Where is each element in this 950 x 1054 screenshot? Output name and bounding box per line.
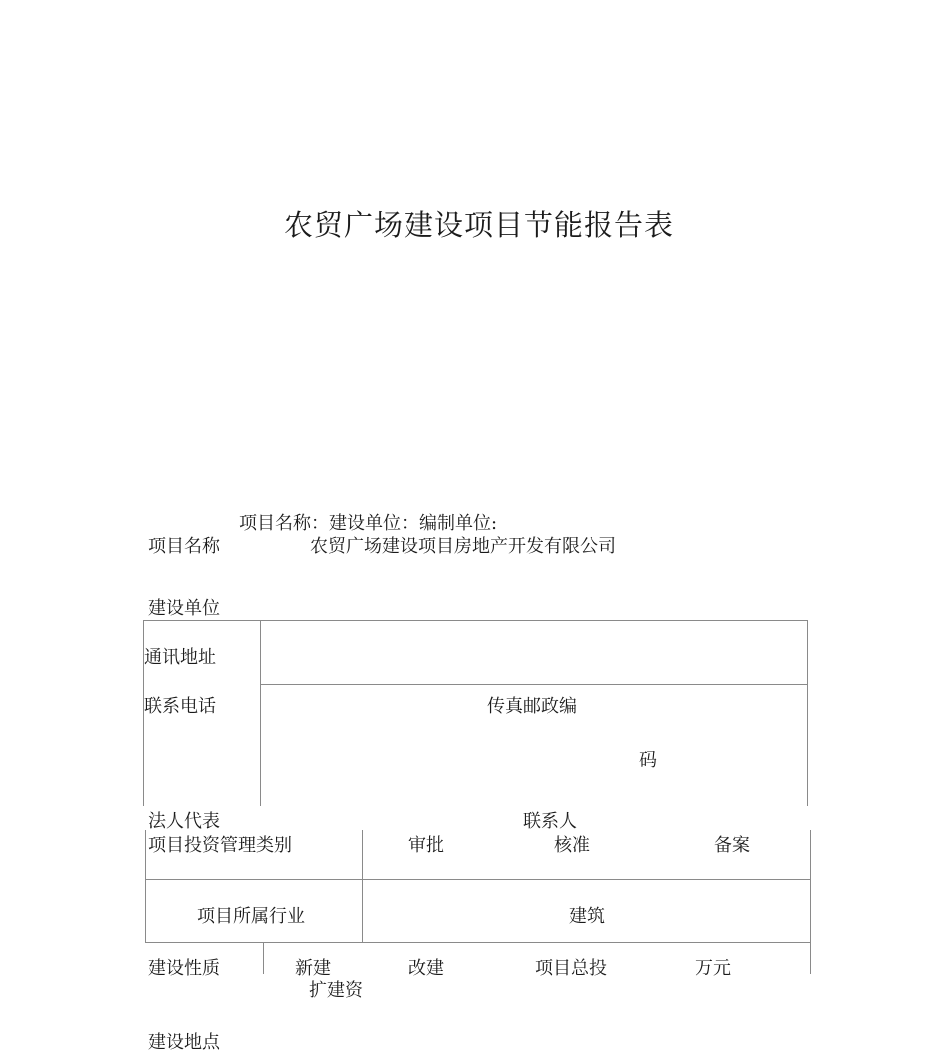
contact-person-label: 联系人 [523, 811, 577, 832]
table-border-right [807, 620, 808, 806]
industry-value: 建筑 [569, 906, 605, 927]
industry-label: 项目所属行业 [197, 906, 305, 927]
row-border-right [810, 943, 811, 974]
construction-location-label: 建设地点 [148, 1032, 220, 1053]
option-new: 新建 [295, 958, 331, 979]
document-title: 农贸广场建设项目节能报告表 [283, 208, 674, 242]
table-border-top [143, 620, 808, 621]
total-investment-label: 项目总投 [535, 958, 607, 979]
legal-rep-label: 法人代表 [148, 811, 220, 832]
table-column-divider [362, 830, 363, 943]
option-verification: 核准 [554, 835, 590, 856]
table-row-divider [260, 684, 808, 685]
project-name-label: 项目名称 [148, 536, 220, 557]
management-type-label: 项目投资管理类别 [148, 835, 292, 856]
option-approval: 审批 [408, 835, 444, 856]
table-row-divider [145, 879, 811, 880]
option-renovation: 改建 [408, 958, 444, 979]
row-column-divider [263, 943, 264, 974]
unit-wanyuan: 万元 [695, 958, 731, 979]
fax-postal-label: 传真邮政编 [487, 696, 577, 717]
table-border-right [810, 830, 811, 943]
project-name-value: 农贸广场建设项目房地产开发有限公司 [310, 536, 616, 557]
table-column-divider [260, 620, 261, 806]
address-label: 通讯地址 [144, 647, 216, 668]
phone-label: 联系电话 [144, 696, 216, 717]
construction-nature-label: 建设性质 [148, 958, 220, 979]
table-row-divider [145, 942, 811, 943]
option-filing: 备案 [714, 835, 750, 856]
construction-unit-label: 建设单位 [148, 598, 220, 619]
cover-fields-line: 项目名称：建设单位：编制单位: [239, 513, 498, 534]
option-expansion: 扩建资 [309, 980, 363, 1001]
table-border-left [145, 830, 146, 943]
postal-code-char: 码 [639, 750, 657, 771]
